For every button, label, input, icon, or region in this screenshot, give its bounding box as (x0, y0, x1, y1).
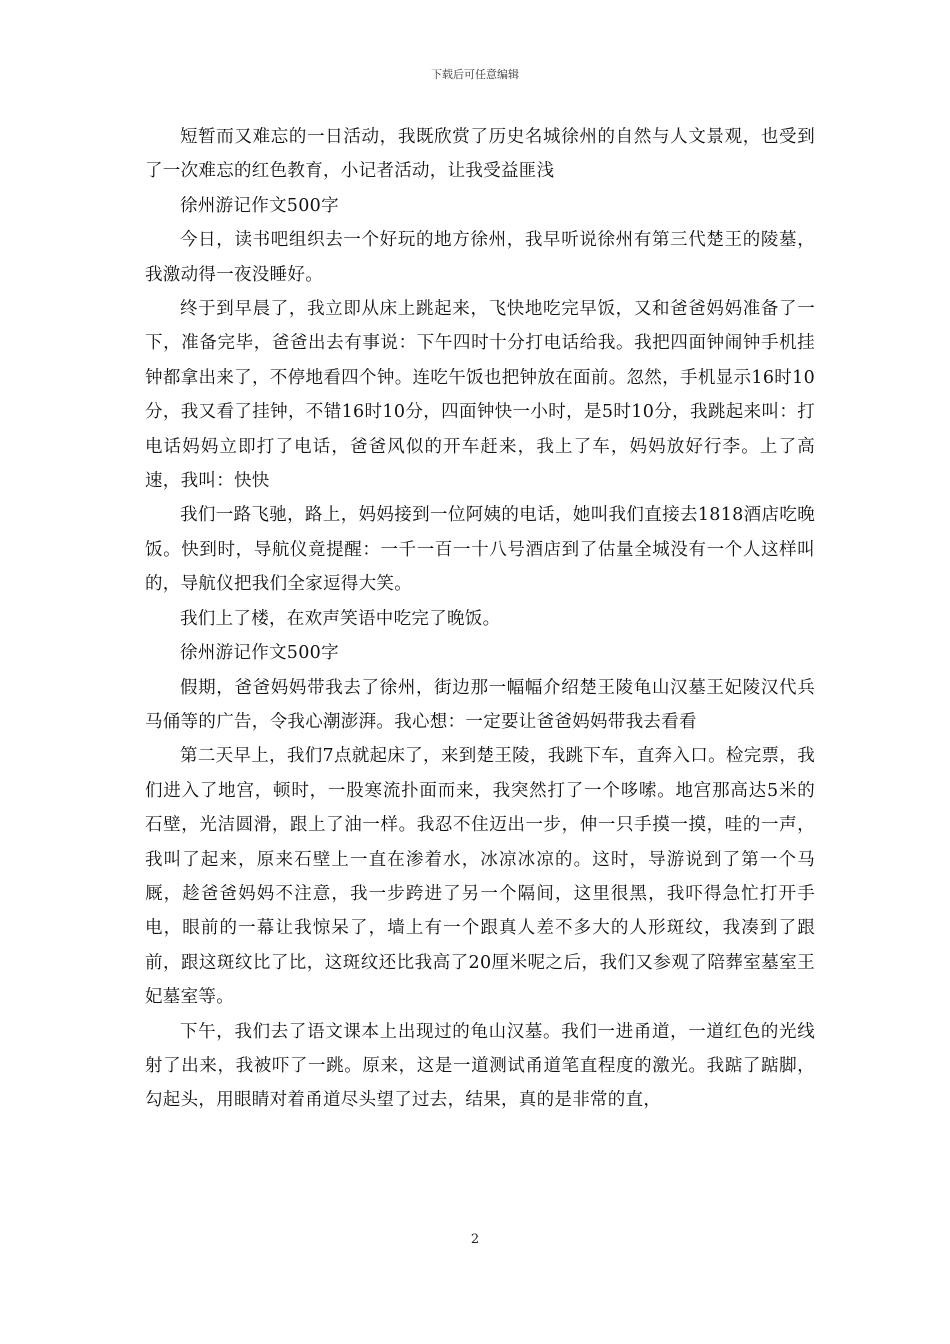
page-header: 下载后可任意编辑 (431, 68, 519, 81)
paragraph: 我们一路飞驰，路上，妈妈接到一位阿姨的电话，她叫我们直接去1818酒店吃晚饭。快到时，导航仪竟提醒：一千一百一十八号酒店到了估量全城没有一个人这样叫的，导航仪把我们全家逗得大笑。 (145, 505, 815, 595)
document-body (145, 120, 815, 1118)
paragraph: 终于到早晨了，我立即从床上跳起来，飞快地吃完早饭，又和爸爸妈妈准备了一下，准备完毕，爸爸出去有事说：下午四时十分打电话给我。我把四面钟闹钟手机挂钟都拿出来了，不停地看四个钟。连吃午饭也把钟放在面前。忽然，手机显示16时10分，我又看了挂钟，不错16时10分，四面钟快一小时，是5时10分，我跳起来叫：打电话妈妈立即打了电话，爸爸风似的开车赶来，我上了车，妈妈放好行李。上了高速，我叫：快快 (145, 299, 815, 492)
paragraph: 第二天早上，我们7点就起床了，来到楚王陵，我跳下车，直奔入口。检完票，我们进入了地宫，顿时，一股寒流扑面而来，我突然打了一个哆嗦。地宫那高达5米的石壁，光洁圆滑，跟上了油一样。我忍不住迈出一步，伸一只手摸一摸，哇的一声，我叫了起来，原来石壁上一直在渗着水，冰凉冰凉的。这时，导游说到了第一个马厩，趁爸爸妈妈不注意，我一步跨进了另一个隔间，这里很黑，我吓得急忙打开手电，眼前的一幕让我惊呆了，墙上有一个跟真人差不多大的人形斑纹，我凑到了跟前，跟这斑纹比了比，这斑纹还比我高了20厘米呢之后，我们又参观了陪葬室墓室王妃墓室等。 (145, 746, 815, 1008)
paragraph: 我们上了楼，在欢声笑语中吃完了晚饭。 (180, 608, 501, 629)
paragraph: 下午，我们去了语文课本上出现过的龟山汉墓。我们一进甬道，一道红色的光线射了出来，我被吓了一跳。原来，这是一道测试甬道笔直程度的激光。我踮了踮脚，勾起头，用眼睛对着甬道尽头望了过去，结果，真的是非常的直， (145, 1021, 815, 1111)
paragraph: 假期，爸爸妈妈带我去了徐州，街边那一幅幅介绍楚王陵龟山汉墓王妃陵汉代兵马俑等的广告，令我心潮澎湃。我心想：一定要让爸爸妈妈带我去看看 (145, 677, 815, 732)
paragraph: 短暂而又难忘的一日活动，我既欣赏了历史名城徐州的自然与人文景观，也受到了一次难忘的红色教育，小记者活动，让我受益匪浅 (145, 127, 815, 182)
section-title: 徐州游记作文500字 (180, 643, 339, 664)
paragraph: 今日，读书吧组织去一个好玩的地方徐州，我早听说徐州有第三代楚王的陵墓，我激动得一夜没睡好。 (145, 230, 815, 285)
page-number: 2 (470, 1232, 480, 1247)
section-title: 徐州游记作文500字 (180, 195, 339, 216)
